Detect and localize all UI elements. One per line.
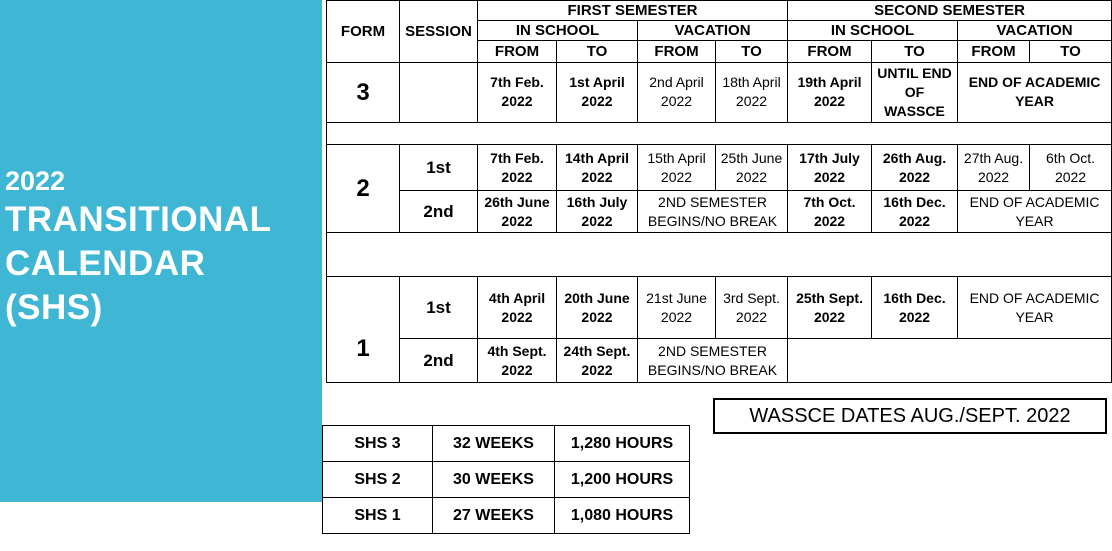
date-cell: UNTIL END OF WASSCE [872,62,958,123]
table-row [327,190,1112,232]
date-cell: 19th April 2022 [788,62,872,123]
date-cell: 27th Aug. 2022 [958,145,1030,190]
calendar-table [326,0,1112,383]
table-row [323,498,690,534]
spacer-row [327,123,1112,145]
date-cell: END OF ACADEMIC YEAR [958,62,1112,123]
spacer-row [327,233,1112,276]
date-cell: 26th Aug. 2022 [872,145,958,190]
date-cell: 24th Sept. 2022 [557,339,638,383]
header-s2-vacation: VACATION [958,21,1112,41]
date-cell: 16th Dec. 2022 [872,276,958,339]
table-row [327,339,1112,383]
date-cell: 1st April 2022 [557,62,638,123]
header-s2-in-school: IN SCHOOL [788,21,958,41]
table-row [323,426,690,462]
date-cell: 7th Feb. 2022 [478,62,557,123]
date-cell: 15th April 2022 [638,145,716,190]
date-cell: 3rd Sept. 2022 [716,276,788,339]
date-cell: 7th Oct. 2022 [788,190,872,232]
date-cell: 20th June 2022 [557,276,638,339]
hours-cell: 1,200 HOURS [555,462,690,498]
date-cell: 2ND SEMESTER BEGINS/NO BREAK [638,339,788,383]
spacer-cell [327,123,1112,145]
date-cell: END OF ACADEMIC YEAR [958,190,1112,232]
date-cell: 18th April 2022 [716,62,788,123]
session-cell: 2nd [400,190,478,232]
header-first-semester: FIRST SEMESTER [478,1,788,21]
date-cell: 4th Sept. 2022 [478,339,557,383]
level-cell: SHS 3 [323,426,433,462]
date-cell: 16th Dec. 2022 [872,190,958,232]
weeks-cell: 30 WEEKS [433,462,555,498]
header-from: FROM [788,41,872,62]
header-to: TO [1030,41,1112,62]
form-number: 1 [327,276,400,382]
form-number: 2 [327,145,400,233]
hours-cell: 1,080 HOURS [555,498,690,534]
title-year: 2022 [5,166,66,196]
header-from: FROM [638,41,716,62]
date-cell: 25th Sept. 2022 [788,276,872,339]
weeks-cell: 32 WEEKS [433,426,555,462]
session-cell: 1st [400,145,478,190]
weeks-cell: 27 WEEKS [433,498,555,534]
wassce-dates-box: WASSCE DATES AUG./SEPT. 2022 [713,398,1107,434]
title-line-2: CALENDAR [5,244,206,283]
table-row [327,62,1112,123]
table-row [327,145,1112,190]
header-s1-in-school: IN SCHOOL [478,21,638,41]
page-title [5,164,272,330]
date-cell: 26th June 2022 [478,190,557,232]
date-cell: END OF ACADEMIC YEAR [958,276,1112,339]
date-cell: 2ND SEMESTER BEGINS/NO BREAK [638,190,788,232]
header-s1-vacation: VACATION [638,21,788,41]
header-second-semester: SECOND SEMESTER [788,1,1112,21]
spacer-cell [327,233,1112,276]
date-cell: 16th July 2022 [557,190,638,232]
header-to: TO [872,41,958,62]
session-cell: 2nd [400,339,478,383]
blank-cell [788,339,1112,383]
table-row [327,276,1112,339]
date-cell: 2nd April 2022 [638,62,716,123]
form-number: 3 [327,62,400,123]
header-from: FROM [958,41,1030,62]
date-cell: 25th June 2022 [716,145,788,190]
date-cell: 21st June 2022 [638,276,716,339]
table-row [323,462,690,498]
header-from: FROM [478,41,557,62]
level-cell: SHS 2 [323,462,433,498]
date-cell: 6th Oct. 2022 [1030,145,1112,190]
hours-cell: 1,280 HOURS [555,426,690,462]
session-cell [400,62,478,123]
date-cell: 7th Feb. 2022 [478,145,557,190]
hours-table [322,425,690,534]
level-cell: SHS 1 [323,498,433,534]
header-to: TO [716,41,788,62]
date-cell: 14th April 2022 [557,145,638,190]
date-cell: 17th July 2022 [788,145,872,190]
title-line-1: TRANSITIONAL [5,200,272,239]
header-form: FORM [327,1,400,63]
title-line-3: (SHS) [5,288,103,327]
header-to: TO [557,41,638,62]
date-cell: 4th April 2022 [478,276,557,339]
session-cell: 1st [400,276,478,339]
title-panel [0,0,322,502]
header-session: SESSION [400,1,478,63]
